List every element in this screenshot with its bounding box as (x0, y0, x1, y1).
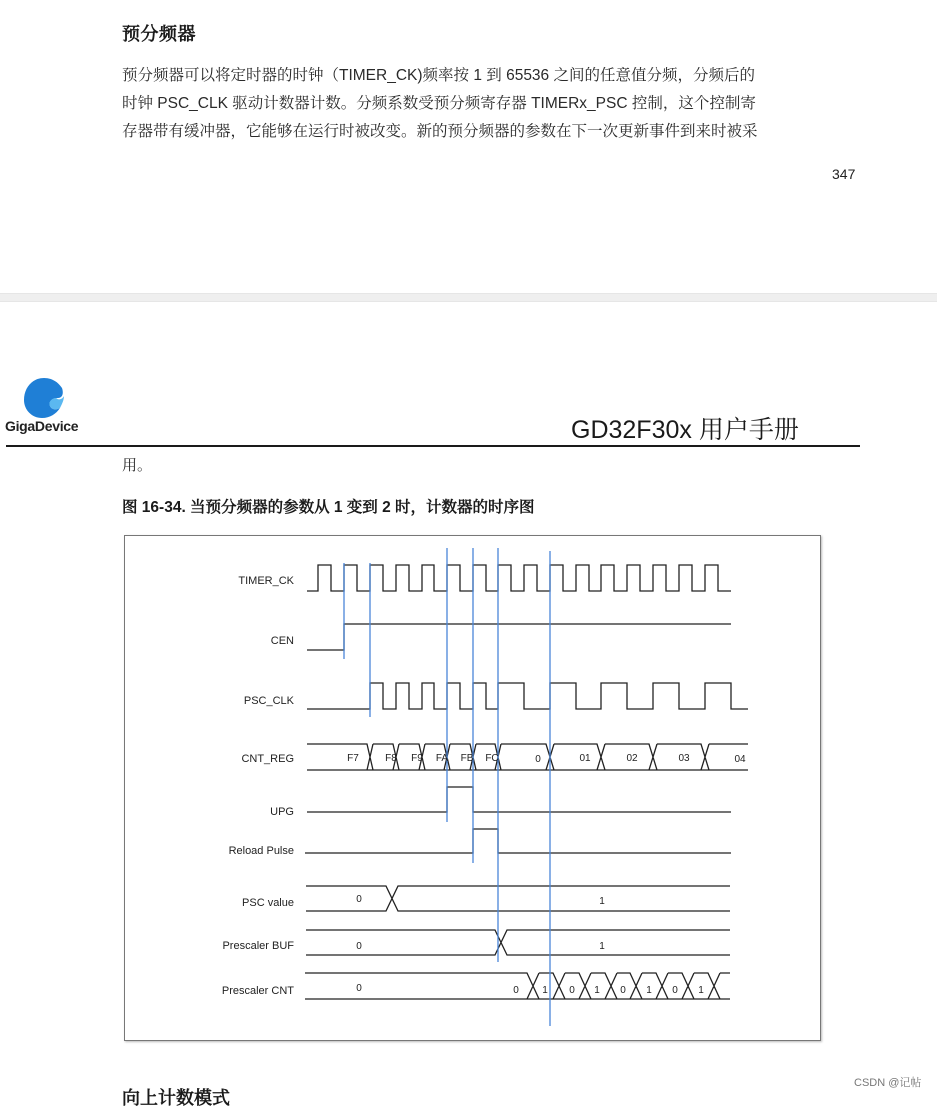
label-psc-clk: PSC_CLK (243, 695, 294, 707)
cnt-value: F9 (411, 753, 423, 764)
label-upg: UPG (270, 806, 294, 818)
waveform-upg (307, 787, 731, 812)
logo-text: GigaDevice (5, 418, 79, 434)
waveform-psc-value (306, 886, 730, 911)
psc-value-text: 0 (356, 894, 362, 905)
presc-buf-text: 1 (599, 941, 605, 952)
watermark: CSDN @记帖 (854, 1077, 922, 1089)
presc-cnt-text: 1 (594, 985, 600, 996)
waveform-prescaler-buf (306, 930, 730, 955)
presc-cnt-text: 1 (698, 985, 704, 996)
section-title-prescaler: 预分频器 (122, 24, 196, 44)
cnt-value: FB (460, 753, 474, 764)
cnt-value: F8 (385, 753, 397, 764)
presc-cnt-text: 0 (356, 983, 362, 994)
cnt-value: 04 (734, 754, 746, 765)
cnt-value: FA (435, 753, 449, 764)
label-timer-ck: TIMER_CK (238, 575, 294, 587)
presc-cnt-text: 0 (569, 985, 575, 996)
cnt-value: F7 (347, 753, 359, 764)
document-title: GD32F30x 用户手册 (571, 416, 799, 444)
page-number: 347 (832, 166, 856, 182)
paragraph-line: 时钟 PSC_CLK 驱动计数器计数。分频系数受预分频寄存器 TIMERx_PSC 控制，这个控制寄 (122, 95, 756, 112)
figure-caption: 图 16-34. 当预分频器的参数从 1 变到 2 时，计数器的时序图 (122, 499, 535, 516)
label-psc-value: PSC value (242, 897, 294, 909)
paragraph-line: 存器带有缓冲器，它能够在运行时被改变。新的预分频器的参数在下一次更新事件到来时被采 (122, 123, 758, 140)
presc-cnt-text: 1 (646, 985, 652, 996)
presc-cnt-text: 0 (620, 985, 626, 996)
paragraph-line: 预分频器可以将定时器的时钟（TIMER_CK)频率按 1 到 65536 之间的任意值分频，分频后的 (122, 67, 755, 84)
cnt-value: 02 (626, 753, 638, 764)
presc-cnt-text: 1 (542, 985, 548, 996)
waveform-psc-clk (307, 683, 748, 709)
label-cnt-reg: CNT_REG (241, 753, 294, 765)
cnt-value: 03 (678, 753, 690, 764)
label-prescaler-buf: Prescaler BUF (222, 940, 294, 952)
label-cen: CEN (270, 635, 294, 647)
marker-lines (344, 548, 550, 1026)
label-reload-pulse: Reload Pulse (228, 845, 294, 857)
waveform-reload-pulse (305, 829, 731, 853)
label-prescaler-cnt: Prescaler CNT (221, 985, 294, 997)
presc-buf-text: 0 (356, 941, 362, 952)
psc-value-text: 1 (599, 896, 605, 907)
next-section-title: 向上计数模式 (122, 1088, 230, 1108)
cnt-value: 0 (535, 754, 541, 765)
presc-cnt-text: 0 (513, 985, 519, 996)
presc-cnt-text: 0 (672, 985, 678, 996)
cnt-value: FC (485, 753, 499, 764)
continued-text: 用。 (122, 457, 153, 474)
cnt-value: 01 (579, 753, 591, 764)
